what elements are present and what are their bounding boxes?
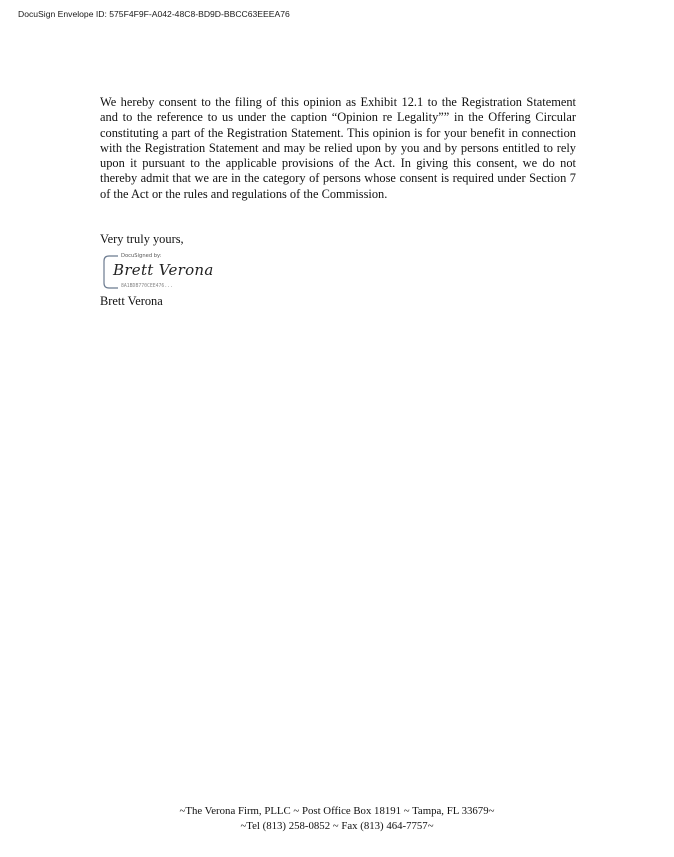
docusigned-by-label: DocuSigned by:: [121, 253, 162, 259]
handwritten-signature: Brett Verona: [113, 261, 214, 279]
footer-contact-line: ~Tel (813) 258-0852 ~ Fax (813) 464-7757~: [240, 820, 434, 832]
signer-name: Brett Verona: [100, 294, 163, 308]
closing-salutation: Very truly yours,: [100, 232, 184, 246]
signature-envelope-code: 8A1BDB770CEE476...: [121, 284, 173, 289]
docusign-envelope-id: DocuSign Envelope ID: 575F4F9F-A042-48C8-BD9D-BBCC63EEEA76: [18, 9, 290, 19]
footer-address-line: ~The Verona Firm, PLLC ~ Post Office Box 18191 ~ Tampa, FL 33679~: [179, 805, 495, 817]
consent-paragraph: We hereby consent to the filing of this opinion as Exhibit 12.1 to the Registration Statement and to the reference to us under the caption “Opinion re Legality”” in the Offering Circular constituting a part of the Registration Statement. This opinion is for your benefit in connection with the Registration Statement and may be relied upon by you and by persons entitled to rely upon it pursuant to the applicable provisions of the Act. In giving this consent, we do not thereby admit that we are in the category of persons whose consent is required under Section 7 of the Act or the rules and regulations of the Commission.: [100, 95, 576, 201]
docusign-signature-block: [100, 252, 214, 292]
letterhead-footer: [0, 804, 674, 834]
